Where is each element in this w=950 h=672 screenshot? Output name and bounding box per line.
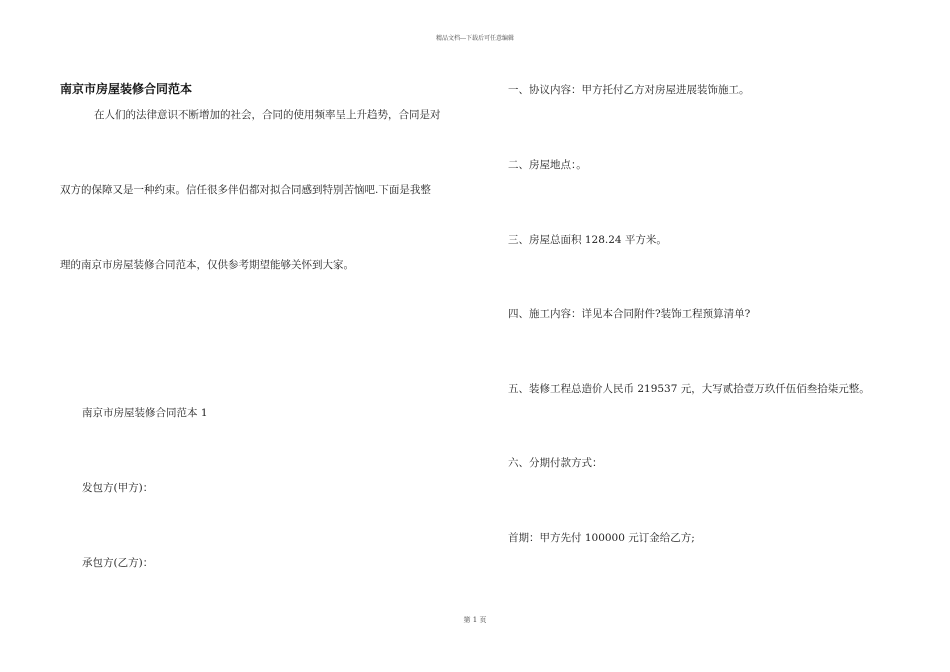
clause-area: 三、房屋总面积 128.24 平方米。 [508, 234, 667, 246]
intro-line-3: 理的南京市房屋装修合同范本，仅供参考期望能够关怀到大家。 [60, 259, 354, 271]
page-number: 第 1 页 [463, 616, 487, 624]
clause-agreement: 一、协议内容：甲方托付乙方对房屋进展装饰施工。 [508, 84, 750, 96]
clause-total-cost: 五、装修工程总造价人民币 219537 元，大写贰拾壹万玖仟伍佰叁拾柒元整。 [508, 383, 870, 395]
sample-title: 南京市房屋装修合同范本 1 [82, 407, 208, 419]
party-a-label: 发包方(甲方)： [82, 482, 154, 494]
clause-payment: 六、分期付款方式： [508, 457, 603, 469]
clause-location: 二、房屋地点：。 [508, 159, 587, 171]
page-header: 精品文档---下载后可任意编辑 [435, 35, 515, 42]
intro-line-2: 双方的保障又是一种约束。信任很多伴侣都对拟合同感到特别苦恼吧.下面是我整 [60, 184, 431, 196]
intro-line-1: 在人们的法律意识不断增加的社会，合同的使用频率呈上升趋势，合同是对 [94, 109, 441, 121]
document-title: 南京市房屋装修合同范本 [60, 82, 193, 96]
party-b-label: 承包方(乙方)： [82, 557, 154, 569]
clause-first-payment: 首期：甲方先付 100000 元订金给乙方; [508, 532, 695, 544]
clause-scope: 四、施工内容：详见本合同附件?装饰工程预算清单? [508, 308, 751, 320]
